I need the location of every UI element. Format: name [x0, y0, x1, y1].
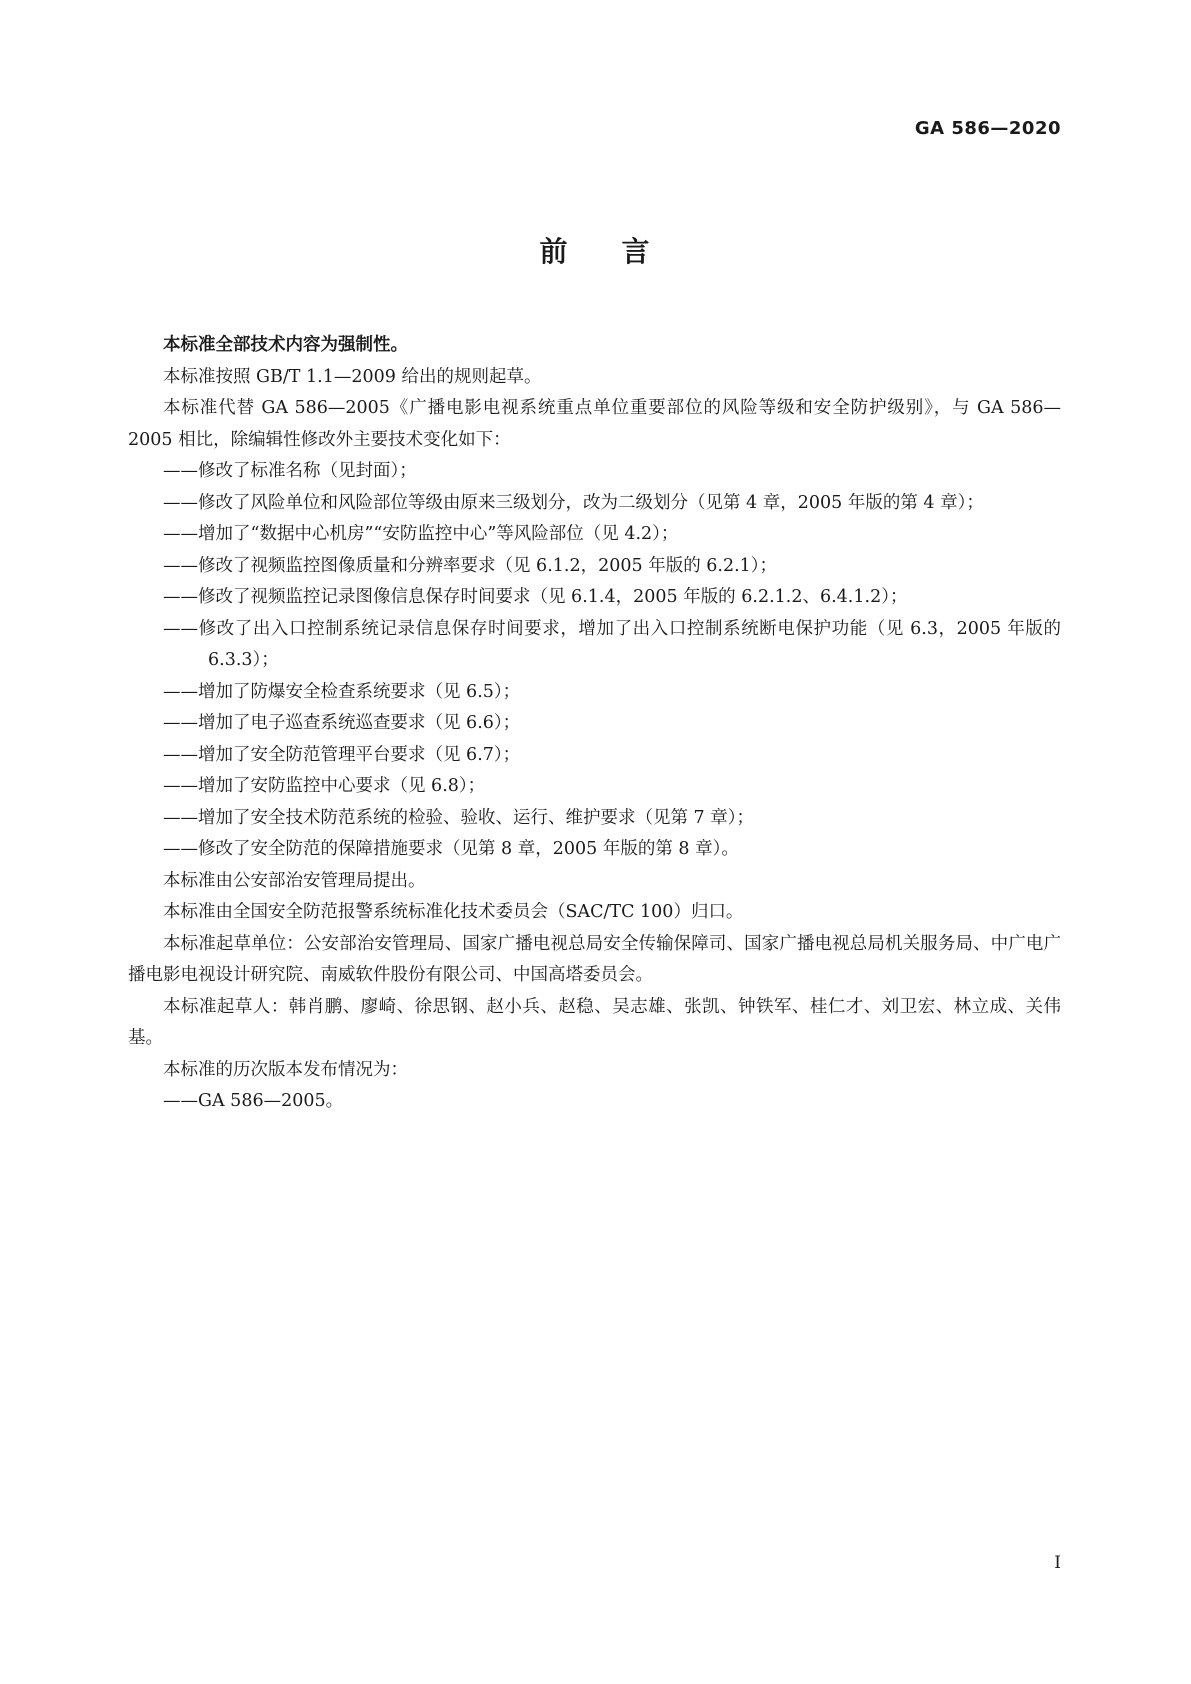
change-item: ——增加了防爆安全检查系统要求（见 6.5）；	[163, 681, 521, 702]
document-code: GA 586—2020	[914, 118, 1061, 139]
history-item: ——GA 586—2005。	[163, 1091, 344, 1111]
change-item: ——增加了电子巡查系统巡查要求（见 6.6）；	[163, 713, 521, 733]
replaces-paragraph: 本标准代替 GA 586—2005《广播电影电视系统重点单位重要部位的风险等级和安全防护级别》，与 GA 586—2005 相比，除编辑性修改外主要技术变化如下：	[128, 398, 1061, 450]
change-item: ——增加了安全防范管理平台要求（见 6.7）；	[163, 744, 521, 765]
change-item: ——修改了风险单位和风险部位等级由原来三级划分，改为二级划分（见第 4 章，2005 年版的第 4 章）；	[163, 492, 984, 513]
change-item: ——修改了视频监控记录图像信息保存时间要求（见 6.1.4，2005 年版的 6.2.1.2、6.4.1.2）；	[163, 587, 908, 607]
change-item: ——修改了标准名称（见封面）；	[163, 461, 417, 481]
history-intro-paragraph: 本标准的历次版本发布情况为：	[163, 1059, 408, 1080]
title-char-2: 言	[621, 235, 652, 268]
foreword-body	[128, 330, 1061, 1118]
change-item: ——增加了安防监控中心要求（见 6.8）；	[163, 776, 486, 796]
drafting-rule-paragraph: 本标准按照 GB/T 1.1—2009 给出的规则起草。	[163, 366, 542, 387]
mandatory-statement: 本标准全部技术内容为强制性。	[163, 335, 408, 355]
change-item: ——修改了出入口控制系统记录信息保存时间要求，增加了出入口控制系统断电保护功能（见 6.3，2005 年版的 6.3.3）；	[163, 618, 1061, 670]
change-item: ——修改了安全防范的保障措施要求（见第 8 章，2005 年版的第 8 章）。	[163, 839, 739, 859]
change-item: ——修改了视频监控图像质量和分辨率要求（见 6.1.2，2005 年版的 6.2.1）；	[163, 555, 778, 576]
managed-by-paragraph: 本标准由全国安全防范报警系统标准化技术委员会（SAC/TC 100）归口。	[163, 902, 744, 922]
page-number: I	[1054, 1553, 1061, 1573]
page-title	[0, 230, 1191, 270]
title-char-1: 前	[539, 235, 570, 268]
proposed-by-paragraph: 本标准由公安部治安管理局提出。	[163, 870, 426, 891]
drafters-paragraph: 本标准起草人：韩肖鹏、廖崎、徐思钢、赵小兵、赵稳、吴志雄、张凯、钟铁军、桂仁才、刘卫宏、林立成、关伟基。	[128, 996, 1061, 1048]
drafting-units-paragraph: 本标准起草单位：公安部治安管理局、国家广播电视总局安全传输保障司、国家广播电视总局机关服务局、中广电广播电影电视设计研究院、南威软件股份有限公司、中国高塔委员会。	[128, 933, 1061, 985]
change-item: ——增加了安全技术防范系统的检验、验收、运行、维护要求（见第 7 章）；	[163, 807, 755, 828]
change-item: ——增加了“数据中心机房”“安防监控中心”等风险部位（见 4.2）；	[163, 524, 679, 544]
